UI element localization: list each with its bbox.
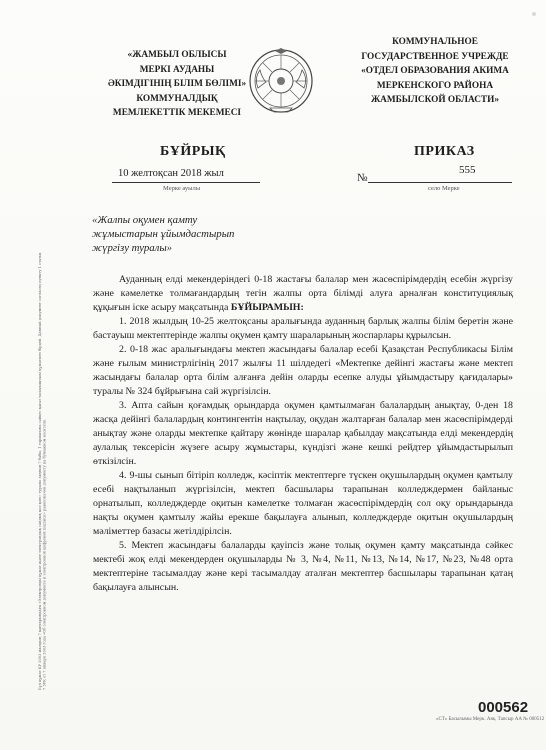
serial-number: 000562 — [478, 699, 529, 716]
number-symbol: № — [357, 172, 368, 184]
header-right-line: ЖАМБЫЛСКОЙ ОБЛАСТИ» — [370, 95, 499, 105]
body-paragraph-intro — [93, 273, 513, 315]
print-footnote: «СТ» Басылымы Мерк. Аяқ. Тапсыр АА № 000512 — [436, 717, 545, 722]
body-paragraph-1: 1. 2018 жылдың 10-25 желтоқсаны аралығында ауданның барлық жалпы білім беретін және бастауыш мектептерінде жалпы оқумен қамту шараларының жоспарлары құрылсын. — [93, 316, 513, 341]
margin-legal-note — [38, 250, 52, 690]
number-underline — [368, 182, 512, 183]
body-paragraph-4: 4. 9-шы сынып бітіріп колледж, кәсіптік мектептерге түскен оқушылардың оқумен қамтылу есебі нақтыланып жүргізілсін, мектеп басшылары тарапынан колледждермен байланыс орнатылып, колледждерде оқитын кәмелетке толмаған жасөспірімдердің сол оқу орындарында нақты оқумен қамтылу жайы ерекше бақылауға алынып, колледждерде оқитын оқушылардың мәліметтер базасы жетілдірілсін. — [93, 470, 513, 537]
header-left-line: ӘКІМДІГІНІҢ БІЛІМ БӨЛІМІ» — [107, 79, 247, 89]
header-right-line: КОММУНАЛЬНОЕ — [392, 37, 478, 47]
subject-line: жұмыстарын ұйымдастырып — [92, 228, 235, 240]
state-emblem-icon — [248, 48, 314, 114]
doc-title-ru: ПРИКАЗ — [414, 144, 475, 159]
header-right-line: МЕРКЕНСКОГО РАЙОНА — [376, 80, 494, 91]
body-paragraph-2: 2. 0-18 жас аралығындағы мектеп жасындағы балалар есебі Қазақстан Республикасы Білім және ғылым министрлігінің 2017 жылғы 11 шілдедегі «Мектепке дейінгі жастағы және мектеп жасындағы балалар орта білім алғанға дейін оларды есепке алуды ұйымдастыру қағидалары» туралы № 324 бұйрығына сай жүргізілсін. — [93, 344, 513, 397]
document-subject — [92, 213, 302, 255]
place-ru: село Мерке — [428, 185, 460, 192]
body-paragraph-3: 3. Апта сайын қоғамдық орындарда оқумен қамтылмаған балалардың анықтау, 0-ден 18 жасқа дейінгі балалардың контингентін нақтылау, оқудан жалтарған балалар мен жасөспірімдерді анықтау және оларды мектепке қайтару жөнінде шаралар қабылдау мақсатында елді мекендердің аулалық тексерісін жүзеге асыру жұмыстары, күндізгі және кешкі рейдтер ұйымдастырылып өткізілсін. — [93, 400, 513, 467]
header-left-line: МЕМЛЕКЕТТІК МЕКЕМЕСІ — [112, 108, 242, 118]
header-right-line: «ОТДЕЛ ОБРАЗОВАНИЯ АКИМА — [361, 66, 509, 76]
header-left-institution — [92, 48, 262, 121]
doc-title-kz: БҰЙРЫҚ — [160, 144, 226, 159]
header-left-line: «ЖАМБЫЛ ОБЛЫСЫ — [127, 50, 227, 60]
subject-line: жүргізу туралы» — [92, 242, 173, 254]
header-left-line: КОММУНАЛДЫҚ — [136, 93, 218, 104]
header-right-institution — [340, 35, 530, 108]
date-underline — [112, 182, 260, 183]
place-kz: Мерке ауылы — [163, 185, 201, 192]
document-number: 555 — [459, 164, 476, 176]
header-left-line: МЕРКІ АУДАНЫ — [139, 64, 215, 75]
margin-legal-note-text: Бұл құжат ҚР 2003 жылдың 7 қаңтарындағы «Электронды құжат және электрондық сандық қол қою» туралы заңның 7 бабы, 1 тармағына сәйкес қағаз тасығыштағы құжатпен бірдей. Данный документ согласно пункту 1 статьи 7 ЗРК от 7 января 2003 года «Об электронном документе и электронной цифровой подписи» равнозначен документу на бумажном носителе. — [38, 252, 47, 690]
order-keyword: БҰЙЫРАМЫН: — [230, 302, 304, 313]
document-date: 10 желтоқсан 2018 жыл — [118, 168, 224, 179]
intro-text: Ауданның елді мекендеріндегі 0-18 жастағы балалар мен жасөспірімдердің есебін жүргізу және кәмелетке толмағандардың тегін жалпы орта білімді алуға арналған конституциялық құқығын іске асыру мақсатында — [93, 274, 513, 313]
header-right-line: ГОСУДАРСТВЕННОЕ УЧРЕЖДЕ — [361, 51, 509, 62]
punch-hole-mark — [532, 12, 536, 16]
body-paragraph-5: 5. Мектеп жасындағы балаларды қауіпсіз және толық оқумен қамту мақсатында сәйкес мектебі жоқ елді мекендерден оқушыларды № 3, №4, №11, №13, №14, №17, №23, №48 орта мектептеріне тасымалдау және кері тасымалдау аталған мектептер басшылары тарапынан қатаң бақылауға алынсын. — [93, 540, 513, 593]
document-body — [93, 273, 513, 595]
subject-line: «Жалпы оқумен қамту — [92, 214, 198, 226]
